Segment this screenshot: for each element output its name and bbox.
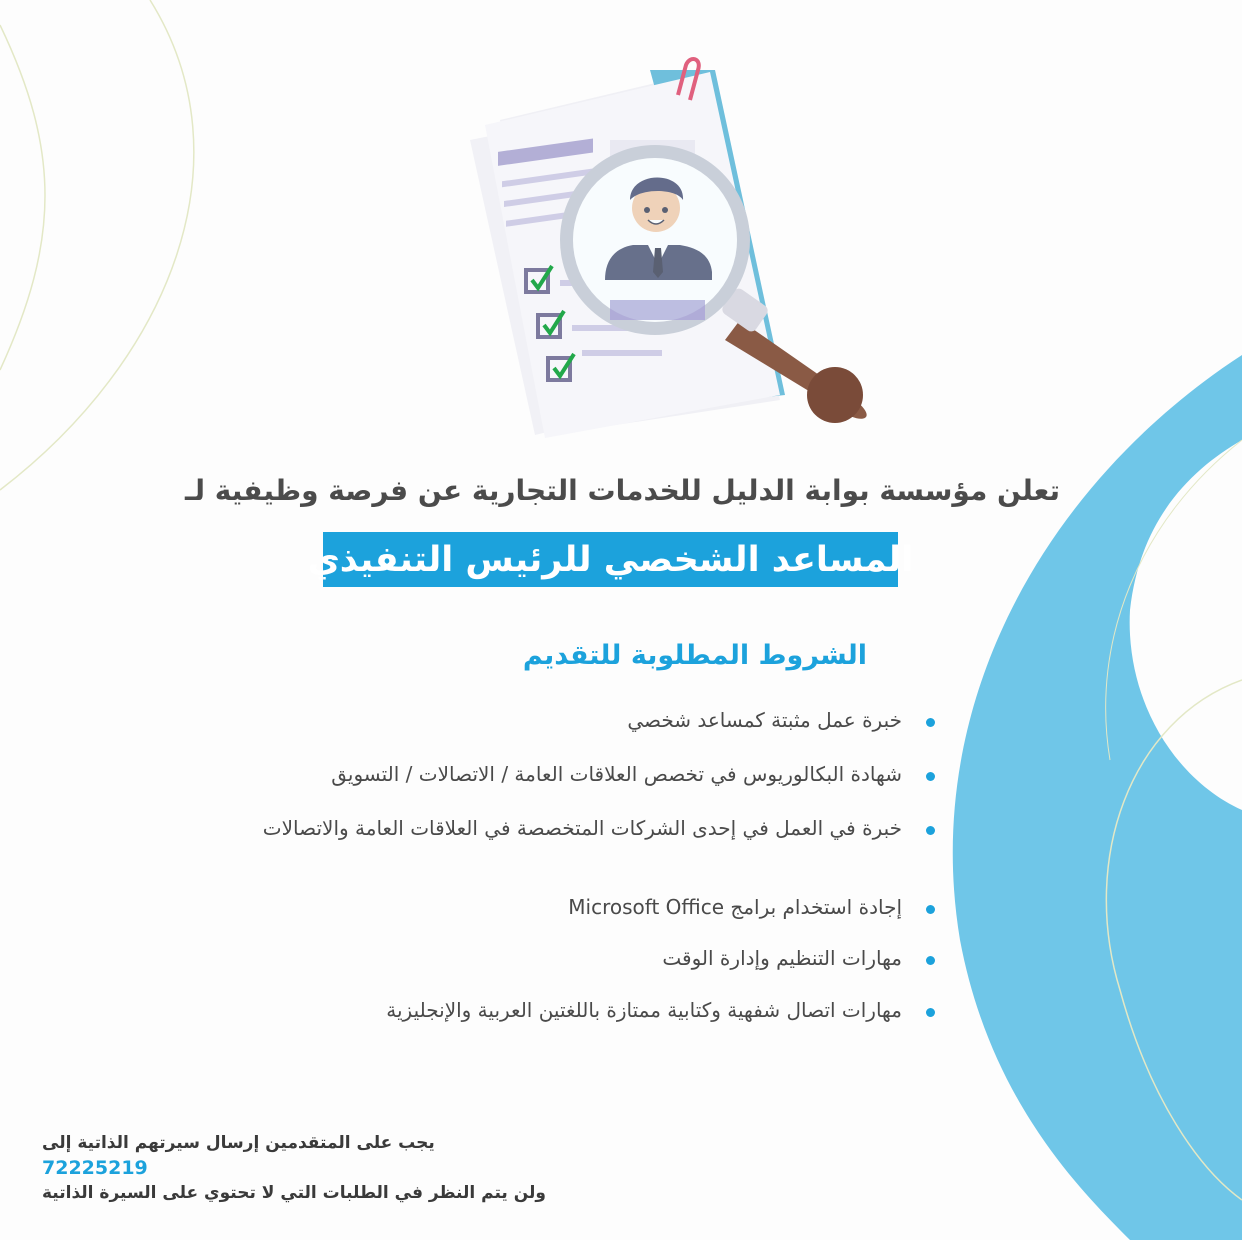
requirement-text: مهارات اتصال شفهية وكتابية ممتازة باللغتين العربية والإنجليزية bbox=[386, 998, 902, 1022]
resume-illustration bbox=[440, 40, 900, 450]
job-title-text: المساعد الشخصي للرئيس التنفيذي bbox=[307, 539, 914, 580]
application-footer bbox=[42, 1131, 602, 1206]
bullet-icon bbox=[926, 956, 935, 965]
bullet-icon bbox=[926, 772, 935, 781]
list-item bbox=[202, 761, 902, 787]
list-item bbox=[252, 815, 902, 841]
requirement-text: مهارات التنظيم وإدارة الوقت bbox=[662, 946, 902, 970]
list-item bbox=[202, 894, 902, 920]
bullet-icon bbox=[926, 826, 935, 835]
job-title-banner bbox=[307, 532, 914, 587]
requirement-text: خبرة عمل مثبتة كمساعد شخصي bbox=[627, 708, 902, 732]
footer-instruction: يجب على المتقدمين إرسال سيرتهم الذاتية إلى bbox=[42, 1133, 435, 1153]
bullet-icon bbox=[926, 905, 935, 914]
list-item bbox=[202, 945, 902, 971]
list-item bbox=[202, 997, 902, 1023]
requirements-heading: الشروط المطلوبة للتقديم bbox=[522, 640, 867, 671]
requirement-text: شهادة البكالوريوس في تخصص العلاقات العامة / الاتصالات / التسويق bbox=[331, 762, 902, 786]
announcement-headline: تعلن مؤسسة بوابة الدليل للخدمات التجارية عن فرصة وظيفية لـ bbox=[184, 474, 1060, 507]
bullet-icon bbox=[926, 718, 935, 727]
requirement-text: إجادة استخدام برامج Microsoft Office bbox=[568, 895, 902, 919]
list-item bbox=[202, 707, 902, 733]
footer-note: ولن يتم النظر في الطلبات التي لا تحتوي على السيرة الذاتية bbox=[42, 1183, 546, 1203]
bullet-icon bbox=[926, 1008, 935, 1017]
requirement-text: خبرة في العمل في إحدى الشركات المتخصصة في العلاقات العامة والاتصالات bbox=[262, 816, 902, 840]
contact-phone[interactable]: 72225219 bbox=[42, 1157, 148, 1179]
